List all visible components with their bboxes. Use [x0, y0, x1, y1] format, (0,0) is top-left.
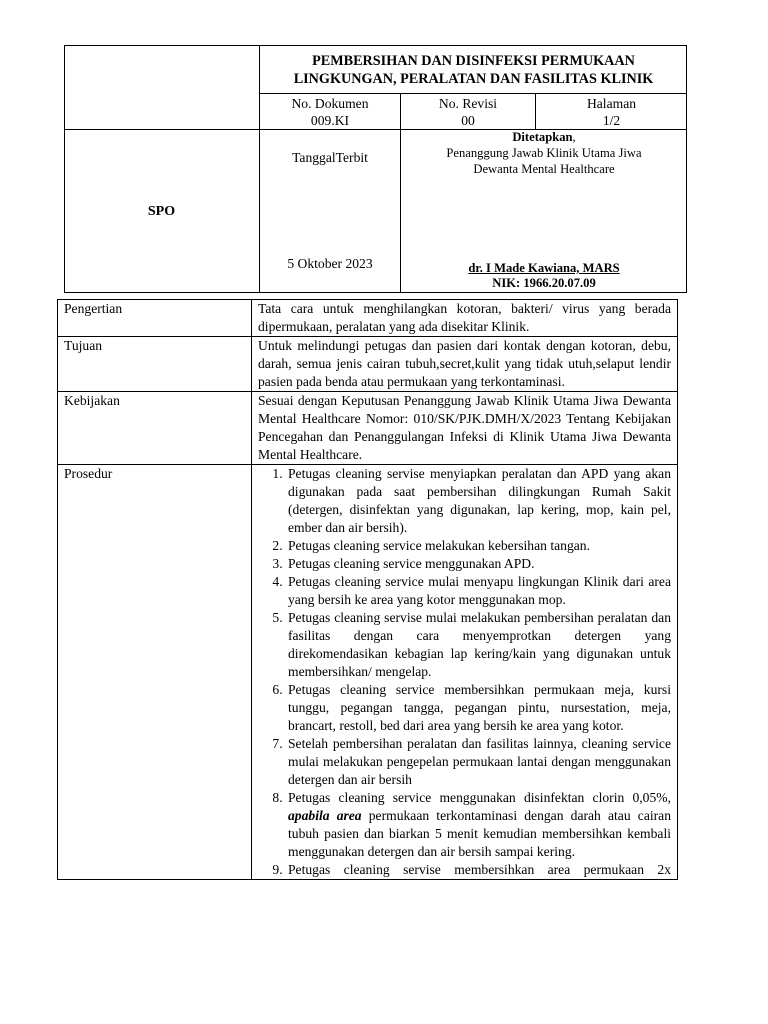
- step-item: 7. Setelah pembersihan peralatan dan fasilitas lainnya, cleaning service mulai melakukan pengepelan permukaan lantai dengan menggunakan detergen dan air bersih: [286, 735, 671, 789]
- kebijakan-label: Kebijakan: [58, 392, 252, 465]
- kebijakan-text: Sesuai dengan Keputusan Penanggung Jawab Klinik Utama Jiwa Dewanta Mental Healthcare Nomor: 010/SK/PJK.DMH/X/2023 Tentang Kebijakan Pencegahan dan Penanggulangan Infeksi di Klinik Utama Jiwa Dewanta Mental Healthcare.: [252, 392, 678, 465]
- step-item: 5. Petugas cleaning servise mulai melakukan pembersihan peralatan dan fasilitas dengan cara menyemprotkan detergen yang direkomendasikan kebagian lap kering/kain yang digunakan untuk membersihkan/ mengelap.: [286, 609, 671, 681]
- doc-number-cell: [260, 95, 400, 129]
- prosedur-steps-cell: [252, 465, 678, 880]
- approver-signature-block: [401, 261, 687, 291]
- approver-name: dr. I Made Kawiana, MARS: [468, 261, 620, 275]
- step-item: 3. Petugas cleaning service menggunakan APD.: [286, 555, 671, 573]
- prosedur-label: Prosedur: [58, 465, 252, 880]
- row-prosedur: [58, 465, 678, 880]
- row-kebijakan: [58, 392, 678, 465]
- step8-emphasis: apabila area: [288, 808, 362, 823]
- spo-content-table: [57, 299, 678, 880]
- doc-number-label: No. Dokumen: [291, 96, 369, 111]
- step-item: 1. Petugas cleaning servise menyiapkan peralatan dan APD yang akan digunakan pada saat pembersihan dilingkungan Rumah Sakit (detergen, disinfektan yang digunakan, lap kering, mop, kain pel, ember dan air bersih).: [286, 465, 671, 537]
- approver-title-1: Penanggung Jawab Klinik Utama Jiwa: [446, 146, 642, 160]
- step-item: 8. Petugas cleaning service menggunakan disinfektan clorin 0,05%, apabila area permukaan terkontaminasi dengan darah atau cairan tubuh pasien dan biarkan 5 menit kemudian membersihkan kembali menggunakan detergen dan air bersih sampai kering.: [286, 789, 671, 861]
- step-item: 4. Petugas cleaning service mulai menyapu lingkungan Klinik dari area yang bersih ke area yang kotor menggunakan mop.: [286, 573, 671, 609]
- header-divider-title: [259, 93, 687, 94]
- doc-number-value: 009.KI: [310, 113, 350, 128]
- document-title: PEMBERSIHAN DAN DISINFEKSI PERMUKAAN LINGKUNGAN, PERALATAN DAN FASILITAS KLINIK: [293, 53, 654, 87]
- spo-label: SPO: [147, 204, 176, 219]
- row-pengertian: [58, 300, 678, 337]
- approved-label: Ditetapkan: [512, 130, 573, 144]
- page-label: Halaman: [586, 96, 637, 111]
- revision-value: 00: [461, 113, 475, 128]
- tujuan-label: Tujuan: [58, 337, 252, 392]
- approver-nik: NIK: 1966.20.07.09: [492, 276, 596, 290]
- tujuan-text: Untuk melindungi petugas dan pasien dari kontak dengan kotoran, debu, darah, semua jenis cairan tubuh,secret,kulit yang tidak utuh,selaput lendir pasien pada benda atau permukaan yang terkontaminasi.: [252, 337, 678, 392]
- page-cell: [536, 95, 687, 129]
- page-value: 1/2: [602, 113, 621, 128]
- revision-label: No. Revisi: [438, 96, 498, 111]
- pengertian-text: Tata cara untuk menghilangkan kotoran, bakteri/ virus yang berada dipermukaan, peralatan yang ada disekitar Klinik.: [252, 300, 678, 337]
- step-item: 2. Petugas cleaning service melakukan kebersihan tangan.: [286, 537, 671, 555]
- issue-date-label: TanggalTerbit: [292, 150, 368, 165]
- step-item: 6. Petugas cleaning service membersihkan permukaan meja, kursi tunggu, pegangan tangga, pegangan pintu, nursestation, meja, brancart, restoll, bed dari area yang bersih ke area yang kotor.: [286, 681, 671, 735]
- step-item: 9. Petugas cleaning servise membersihkan area permukaan 2x: [286, 861, 671, 879]
- pengertian-label: Pengertian: [58, 300, 252, 337]
- approver-title-2: Dewanta Mental Healthcare: [473, 162, 615, 176]
- row-tujuan: [58, 337, 678, 392]
- revision-cell: [401, 95, 535, 129]
- procedure-steps: [258, 465, 671, 879]
- issue-date-value: 5 Oktober 2023: [287, 256, 373, 271]
- approval-block: Ditetapkan, Penanggung Jawab Klinik Utama Jiwa Dewanta Mental Healthcare: [401, 129, 687, 177]
